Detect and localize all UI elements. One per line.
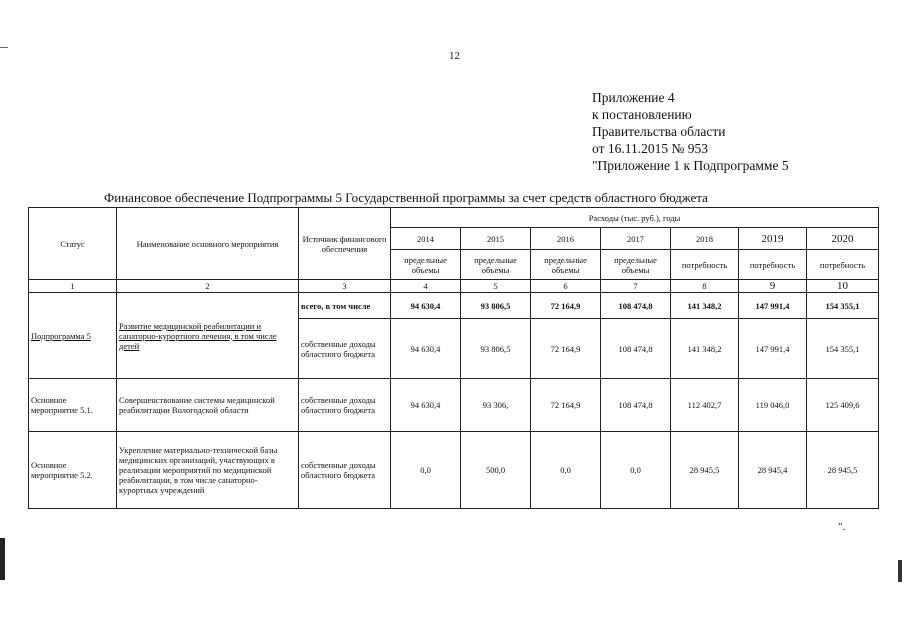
value-cell: 141 348,2 xyxy=(671,293,739,319)
header-year: 2020 xyxy=(807,228,879,250)
value-cell: 94 630,4 xyxy=(391,319,461,379)
column-number: 7 xyxy=(601,280,671,293)
page-number: 12 xyxy=(449,50,460,62)
header-sub: потребность xyxy=(807,250,879,280)
value-cell: 154 355,1 xyxy=(807,319,879,379)
value-cell: 0,0 xyxy=(601,432,671,509)
header-measure-name: Наименование основного мероприятия xyxy=(117,208,299,280)
financing-table xyxy=(28,207,879,509)
value-cell: 72 164,9 xyxy=(531,293,601,319)
column-number: 3 xyxy=(299,280,391,293)
value-cell: 93 806,5 xyxy=(461,293,531,319)
header-year: 2019 xyxy=(739,228,807,250)
header-year: 2018 xyxy=(671,228,739,250)
column-number: 6 xyxy=(531,280,601,293)
value-cell: 72 164,9 xyxy=(531,319,601,379)
row-status: Основное мероприятие 5.2. xyxy=(29,432,117,509)
column-number: 5 xyxy=(461,280,531,293)
appendix-line: к постановлению xyxy=(592,107,692,122)
value-cell: 28 945,5 xyxy=(671,432,739,509)
value-cell: 0,0 xyxy=(391,432,461,509)
subprogram-status: Подпрограмма 5 xyxy=(31,330,91,341)
value-cell: 28 945,5 xyxy=(807,432,879,509)
value-cell: 72 164,9 xyxy=(531,379,601,432)
column-number-row xyxy=(29,280,879,293)
edge-tick xyxy=(0,47,8,48)
value-cell: 154 355,1 xyxy=(807,293,879,319)
column-number: 2 xyxy=(117,280,299,293)
header-sub: предельные объемы xyxy=(391,250,461,280)
row-status xyxy=(29,293,117,379)
value-cell: 112 402,7 xyxy=(671,379,739,432)
column-number: 4 xyxy=(391,280,461,293)
appendix-line: "Приложение 1 к Подпрограмме 5 xyxy=(592,158,789,173)
row-measure-name: Укрепление материально-технической базы медицинских организаций, участвующих в реализации мероприятий по медицинской реабилитации, в том числе санаторно-курортных учреждений xyxy=(117,432,299,509)
column-number: 9 xyxy=(739,280,807,293)
column-number: 10 xyxy=(807,280,879,293)
value-cell: 0,0 xyxy=(531,432,601,509)
header-sub: потребность xyxy=(739,250,807,280)
appendix-line: Приложение 4 xyxy=(592,90,675,105)
value-cell: 93 806,5 xyxy=(461,319,531,379)
value-cell: 94 630,4 xyxy=(391,379,461,432)
row-measure-name xyxy=(117,293,299,379)
appendix-line: от 16.11.2015 № 953 xyxy=(592,141,708,156)
value-cell: 125 409,6 xyxy=(807,379,879,432)
header-year: 2015 xyxy=(461,228,531,250)
header-status: Статус xyxy=(29,208,117,280)
table-row xyxy=(29,293,879,319)
source-cell: собственные доходы областного бюджета xyxy=(299,379,391,432)
scan-edge-mark xyxy=(898,560,902,582)
header-year: 2014 xyxy=(391,228,461,250)
value-cell: 93 306, xyxy=(461,379,531,432)
value-cell: 141 348,2 xyxy=(671,319,739,379)
column-number: 8 xyxy=(671,280,739,293)
header-year: 2016 xyxy=(531,228,601,250)
row-measure-name: Совершенствование системы медицинской реабилитации Вологодской области xyxy=(117,379,299,432)
value-cell: 147 991,4 xyxy=(739,293,807,319)
value-cell: 108 474,8 xyxy=(601,379,671,432)
value-cell: 147 991,4 xyxy=(739,319,807,379)
header-sub: предельные объемы xyxy=(601,250,671,280)
header-source: Источник финансового обеспечения xyxy=(299,208,391,280)
value-cell: 28 945,4 xyxy=(739,432,807,509)
document-title: Финансовое обеспечение Подпрограммы 5 Государственной программы за счет средств областного бюджета xyxy=(104,190,708,205)
appendix-line: Правительства области xyxy=(592,124,726,139)
scan-edge-mark xyxy=(0,538,5,580)
value-cell: 108 474,8 xyxy=(601,293,671,319)
table-row xyxy=(29,379,879,432)
table-row xyxy=(29,432,879,509)
appendix-header xyxy=(592,89,789,174)
value-cell: 94 630,4 xyxy=(391,293,461,319)
header-sub: предельные объемы xyxy=(461,250,531,280)
column-number: 1 xyxy=(29,280,117,293)
row-status: Основное мероприятие 5.1. xyxy=(29,379,117,432)
header-year: 2017 xyxy=(601,228,671,250)
header-sub: предельные объемы xyxy=(531,250,601,280)
value-cell: 108 474,8 xyxy=(601,319,671,379)
header-expenses: Расходы (тыс. руб.), годы xyxy=(391,208,879,228)
header-sub: потребность xyxy=(671,250,739,280)
source-cell: собственные доходы областного бюджета xyxy=(299,432,391,509)
table-header-row xyxy=(29,208,879,228)
source-cell: всего, в том числе xyxy=(299,293,391,319)
value-cell: 119 046,0 xyxy=(739,379,807,432)
value-cell: 500,0 xyxy=(461,432,531,509)
subprogram-name: Развитие медицинской реабилитации и санаторно-курортного лечения, в том числе детей xyxy=(119,320,277,351)
closing-quote: ". xyxy=(838,521,846,533)
source-cell: собственные доходы областного бюджета xyxy=(299,319,391,379)
